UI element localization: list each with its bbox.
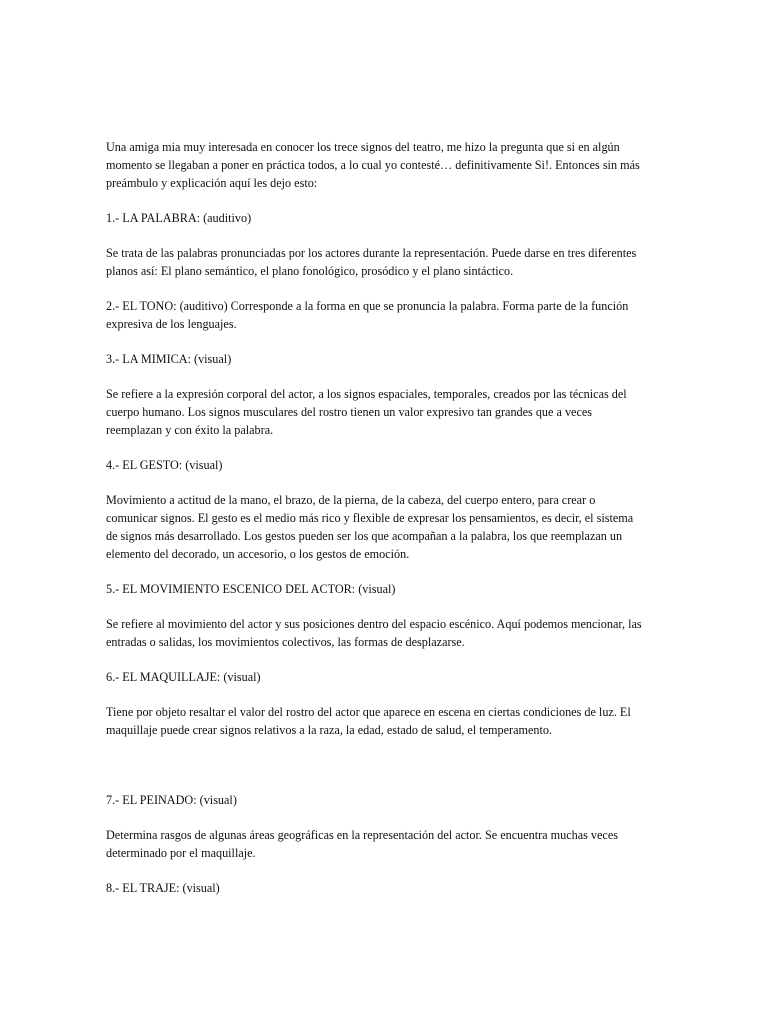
- section-heading-el-gesto: 4.- EL GESTO: (visual): [106, 458, 223, 472]
- paragraph-el-tono: 2.- EL TONO: (auditivo) Corresponde a la forma en que se pronuncia la palabra. Forma parte de la función expresiva de los lenguajes.: [106, 299, 629, 331]
- section-heading-el-traje: 8.- EL TRAJE: (visual): [106, 881, 220, 895]
- section-heading-la-palabra: 1.- LA PALABRA: (auditivo): [106, 211, 252, 225]
- section-heading-movimiento-escenico: 5.- EL MOVIMIENTO ESCENICO DEL ACTOR: (visual): [106, 582, 396, 596]
- paragraph-el-peinado: Determina rasgos de algunas áreas geográficas en la representación del actor. Se encuentra muchas veces determinado por el maquillaje.: [106, 828, 618, 860]
- intro-paragraph: Una amiga mia muy interesada en conocer los trece signos del teatro, me hizo la pregunta que si en algún momento se llegaban a poner en práctica todos, a lo cual yo contesté… definitivamente Si!. Entonces sin más preámbulo y explicación aquí les dejo esto:: [106, 140, 640, 190]
- paragraph-movimiento-escenico: Se refiere al movimiento del actor y sus posiciones dentro del espacio escénico. Aquí podemos mencionar, las entradas o salidas, los movimientos colectivos, las formas de desplazarse.: [106, 617, 642, 649]
- paragraph-el-gesto: Movimiento a actitud de la mano, el brazo, de la pierna, de la cabeza, del cuerpo entero, para crear o comunicar signos. El gesto es el medio más rico y flexible de expresar los pensamientos, es decir, el sistema de signos más desarrollado. Los gestos pueden ser los que acompañan a la palabra, los que reemplazan un elemento del decorado, un accesorio, o los gestos de emoción.: [106, 493, 634, 561]
- document-page: [106, 138, 662, 897]
- paragraph-el-maquillaje: Tiene por objeto resaltar el valor del rostro del actor que aparece en escena en ciertas condiciones de luz. El maquillaje puede crear signos relativos a la raza, la edad, estado de salud, el temperamento.: [106, 705, 631, 737]
- section-heading-el-peinado: 7.- EL PEINADO: (visual): [106, 793, 237, 807]
- paragraph-la-mimica: Se refiere a la expresión corporal del actor, a los signos espaciales, temporales, creados por las técnicas del cuerpo humano. Los signos musculares del rostro tienen un valor expresivo tan grandes que a veces reemplazan y con éxito la palabra.: [106, 387, 627, 437]
- section-heading-el-maquillaje: 6.- EL MAQUILLAJE: (visual): [106, 670, 261, 684]
- paragraph-la-palabra: Se trata de las palabras pronunciadas por los actores durante la representación. Puede darse en tres diferentes planos así: El plano semántico, el plano fonológico, prosódico y el plano sintáctico.: [106, 246, 637, 278]
- section-heading-la-mimica: 3.- LA MIMICA: (visual): [106, 352, 232, 366]
